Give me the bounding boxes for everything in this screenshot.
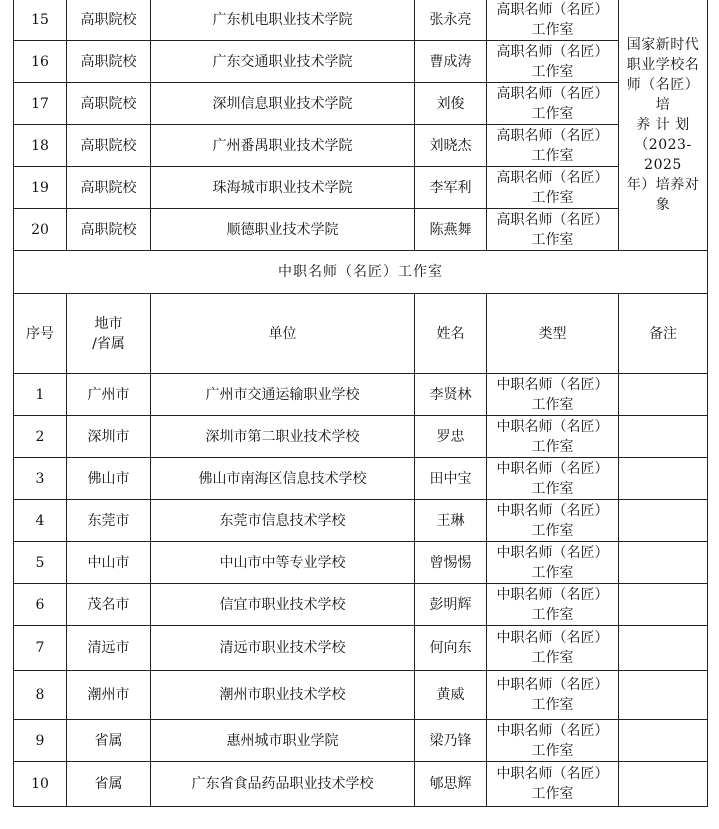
row-note: [619, 500, 708, 542]
row-person-name: 李军利: [415, 167, 487, 209]
upper-note-line6: 年）培养对象: [626, 176, 700, 213]
table-row: [14, 500, 708, 542]
row-number: 16: [14, 41, 67, 83]
row-type-line1: 中职名师（名匠）: [496, 544, 609, 561]
row-note: [619, 626, 708, 671]
row-unit: 珠海城市职业技术学院: [151, 167, 415, 209]
header-city: [67, 294, 151, 374]
row-type-line2: 工作室: [531, 105, 574, 122]
row-unit: 东莞市信息技术学校: [151, 500, 415, 542]
row-city: 高职院校: [67, 83, 151, 125]
row-person-name: 梁乃锋: [415, 720, 487, 762]
row-type-line2: 工作室: [531, 231, 574, 248]
row-city: 清远市: [67, 626, 151, 671]
row-unit: 惠州城市职业学院: [151, 720, 415, 762]
row-type: [487, 374, 619, 416]
row-number: 10: [14, 762, 67, 807]
row-city: 广州市: [67, 374, 151, 416]
table-row: [14, 167, 708, 209]
row-type: [487, 584, 619, 626]
row-type-line2: 工作室: [531, 480, 574, 497]
row-type: [487, 626, 619, 671]
row-number: 3: [14, 458, 67, 500]
row-type: [487, 83, 619, 125]
row-note: [619, 671, 708, 720]
row-type: [487, 542, 619, 584]
row-number: 19: [14, 167, 67, 209]
row-number: 1: [14, 374, 67, 416]
row-person-name: 刘俊: [415, 83, 487, 125]
row-note: [619, 584, 708, 626]
teacher-studio-table: [13, 0, 708, 807]
row-number: 2: [14, 416, 67, 458]
row-city: 中山市: [67, 542, 151, 584]
row-note: [619, 374, 708, 416]
row-person-name: 刘晓杰: [415, 125, 487, 167]
row-type-line1: 中职名师（名匠）: [496, 722, 609, 739]
row-unit: 广东交通职业技术学院: [151, 41, 415, 83]
row-city: 深圳市: [67, 416, 151, 458]
table-row: [14, 584, 708, 626]
table-row: [14, 374, 708, 416]
row-type: [487, 720, 619, 762]
row-person-name: 罗忠: [415, 416, 487, 458]
header-number: 序号: [14, 294, 67, 374]
row-city: 高职院校: [67, 125, 151, 167]
row-city: 东莞市: [67, 500, 151, 542]
row-type-line1: 中职名师（名匠）: [496, 630, 609, 646]
table-row: [14, 125, 708, 167]
table-row: [14, 542, 708, 584]
table-row: [14, 209, 708, 251]
row-note: [619, 762, 708, 807]
row-city: 茂名市: [67, 584, 151, 626]
row-type: [487, 41, 619, 83]
row-type-line1: 中职名师（名匠）: [496, 502, 609, 519]
row-unit: 广州市交通运输职业学校: [151, 374, 415, 416]
table-row: [14, 626, 708, 671]
upper-note-line1: 国家新时代: [626, 36, 700, 53]
row-type-line2: 工作室: [531, 396, 574, 413]
row-person-name: 曾惕惕: [415, 542, 487, 584]
row-number: 15: [14, 0, 67, 41]
row-type-line2: 工作室: [531, 438, 574, 455]
row-type-line1: 中职名师（名匠）: [496, 418, 609, 435]
row-type: [487, 0, 619, 41]
row-person-name: 李贤林: [415, 374, 487, 416]
section-title: 中职名师（名匠）工作室: [14, 251, 708, 294]
row-person-name: 陈燕舞: [415, 209, 487, 251]
row-type-line2: 工作室: [531, 564, 574, 581]
row-type-line2: 工作室: [531, 697, 574, 713]
row-type-line2: 工作室: [531, 147, 574, 164]
row-city: 省属: [67, 720, 151, 762]
row-person-name: 郇思辉: [415, 762, 487, 807]
row-person-name: 曹成涛: [415, 41, 487, 83]
section-title-row: [14, 251, 708, 294]
row-type: [487, 167, 619, 209]
upper-note-line2: 职业学校名: [626, 56, 700, 73]
row-type-line1: 中职名师（名匠）: [496, 586, 609, 603]
row-city: 佛山市: [67, 458, 151, 500]
row-number: 5: [14, 542, 67, 584]
row-unit: 顺德职业技术学院: [151, 209, 415, 251]
row-note: [619, 542, 708, 584]
row-person-name: 黄威: [415, 671, 487, 720]
row-number: 7: [14, 626, 67, 671]
table-row: [14, 0, 708, 41]
header-type: 类型: [487, 294, 619, 374]
row-unit: 广东省食品药品职业技术学校: [151, 762, 415, 807]
row-person-name: 何向东: [415, 626, 487, 671]
row-type-line2: 工作室: [531, 63, 574, 80]
row-unit: 中山市中等专业学校: [151, 542, 415, 584]
table-row: [14, 458, 708, 500]
table-row: [14, 83, 708, 125]
row-type: [487, 762, 619, 807]
row-city: 高职院校: [67, 209, 151, 251]
row-person-name: 王琳: [415, 500, 487, 542]
row-type-line1: 高职名师（名匠）: [496, 43, 609, 60]
row-city: 潮州市: [67, 671, 151, 720]
upper-note-cell: [619, 0, 708, 251]
row-number: 6: [14, 584, 67, 626]
row-unit: 信宜市职业技术学校: [151, 584, 415, 626]
header-city-line1: 地市: [94, 315, 123, 332]
row-type-line2: 工作室: [531, 21, 574, 38]
row-type-line1: 中职名师（名匠）: [496, 460, 609, 477]
row-unit: 深圳市第二职业技术学校: [151, 416, 415, 458]
table-row: [14, 762, 708, 807]
header-row: [14, 294, 708, 374]
row-type-line2: 工作室: [531, 786, 574, 802]
row-note: [619, 458, 708, 500]
table-row: [14, 41, 708, 83]
row-city: 高职院校: [67, 0, 151, 41]
row-type-line1: 高职名师（名匠）: [496, 1, 609, 18]
row-type: [487, 671, 619, 720]
row-note: [619, 416, 708, 458]
upper-note-line3: 师（名匠）培: [626, 76, 700, 113]
row-city: 高职院校: [67, 167, 151, 209]
row-person-name: 张永亮: [415, 0, 487, 41]
upper-note-line5: （2023-2025: [634, 136, 692, 173]
row-number: 9: [14, 720, 67, 762]
row-number: 8: [14, 671, 67, 720]
row-city: 省属: [67, 762, 151, 807]
row-unit: 潮州市职业技术学校: [151, 671, 415, 720]
header-note: 备注: [619, 294, 708, 374]
row-unit: 广东机电职业技术学院: [151, 0, 415, 41]
row-type-line2: 工作室: [531, 606, 574, 623]
header-unit: 单位: [151, 294, 415, 374]
table-row: [14, 416, 708, 458]
row-unit: 清远市职业技术学校: [151, 626, 415, 671]
row-type-line2: 工作室: [531, 522, 574, 539]
row-note: [619, 720, 708, 762]
row-unit: 深圳信息职业技术学院: [151, 83, 415, 125]
row-number: 4: [14, 500, 67, 542]
row-type-line1: 中职名师（名匠）: [496, 766, 609, 782]
row-type: [487, 458, 619, 500]
row-person-name: 田中宝: [415, 458, 487, 500]
row-type-line2: 工作室: [531, 650, 574, 666]
row-type: [487, 125, 619, 167]
row-type-line2: 工作室: [531, 189, 574, 206]
row-type-line1: 中职名师（名匠）: [496, 376, 609, 393]
row-type: [487, 500, 619, 542]
row-type-line1: 高职名师（名匠）: [496, 211, 609, 228]
row-type-line1: 高职名师（名匠）: [496, 169, 609, 186]
row-type-line1: 中职名师（名匠）: [496, 677, 609, 693]
row-number: 17: [14, 83, 67, 125]
row-person-name: 彭明辉: [415, 584, 487, 626]
row-unit: 广州番禺职业技术学院: [151, 125, 415, 167]
table-row: [14, 671, 708, 720]
row-type-line2: 工作室: [531, 742, 574, 759]
row-unit: 佛山市南海区信息技术学校: [151, 458, 415, 500]
row-type-line1: 高职名师（名匠）: [496, 85, 609, 102]
table-row: [14, 720, 708, 762]
row-type: [487, 416, 619, 458]
row-number: 18: [14, 125, 67, 167]
header-city-line2: /省属: [92, 335, 125, 352]
row-city: 高职院校: [67, 41, 151, 83]
header-person-name: 姓名: [415, 294, 487, 374]
row-type: [487, 209, 619, 251]
row-type-line1: 高职名师（名匠）: [496, 127, 609, 144]
upper-note-line4: 养 计 划: [636, 116, 690, 133]
row-number: 20: [14, 209, 67, 251]
